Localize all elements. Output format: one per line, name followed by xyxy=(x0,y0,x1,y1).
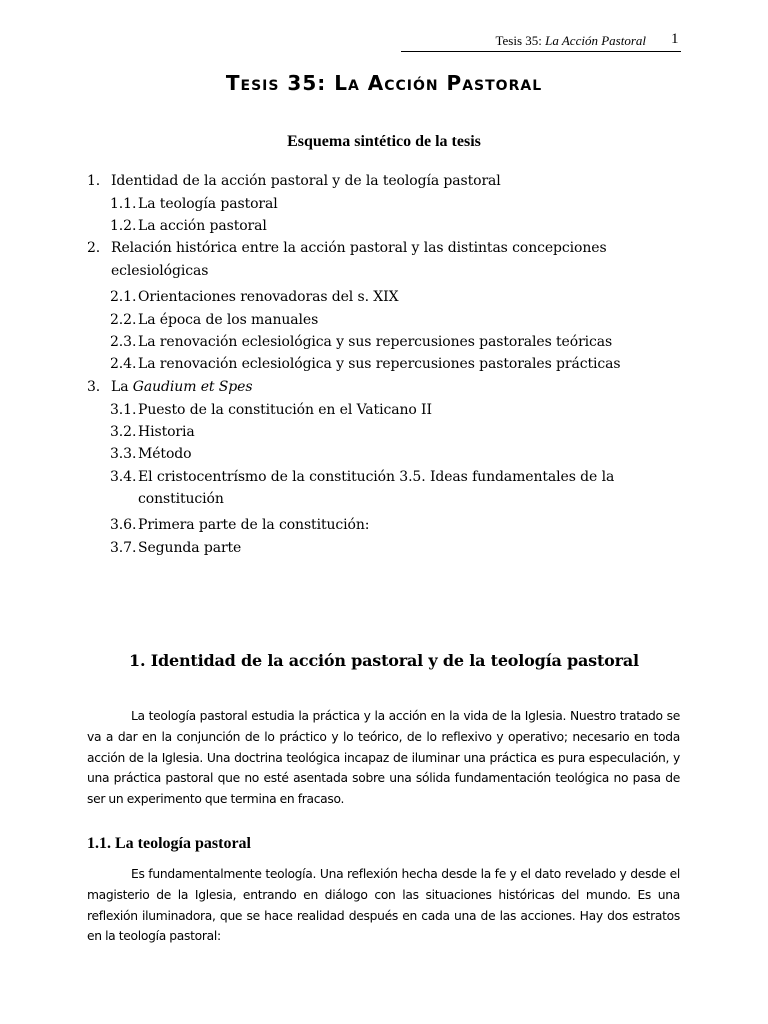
outline-item-number: 2.4. xyxy=(110,356,137,372)
outline-item-text: Primera parte de la constitución: xyxy=(138,517,370,533)
outline-item-text: Relación histórica entre la acción pastoral y las distintas concepciones xyxy=(111,240,607,256)
outline-item-text: La época de los manuales xyxy=(138,312,319,328)
outline-item xyxy=(110,402,432,418)
outline-item-text-italic: Gaudium et Spes xyxy=(132,379,253,395)
outline-item-text-prefix: La xyxy=(111,379,133,395)
outline-item-number: 2.2. xyxy=(110,312,137,328)
outline-item xyxy=(110,218,267,234)
outline-item-continuation: constitución xyxy=(138,491,224,507)
running-header xyxy=(400,33,646,49)
outline-item xyxy=(110,424,195,440)
outline-item-text: Historia xyxy=(138,424,195,440)
outline-item-number: 3.1. xyxy=(110,402,137,418)
outline-item-text: Segunda parte xyxy=(138,540,242,556)
outline-item-text: El cristocentrísmo de la constitución 3.5. Ideas fundamentales de la xyxy=(138,469,615,485)
subsection-heading: 1.1. La teología pastoral xyxy=(87,835,251,852)
outline-item xyxy=(87,173,501,189)
outline-item xyxy=(110,517,369,533)
outline-item xyxy=(110,446,191,462)
outline-item-number: 1.2. xyxy=(110,218,137,234)
outline-item xyxy=(110,469,614,485)
outline-item xyxy=(110,196,278,212)
body-paragraph: Es fundamentalmente teología. Una reflexión hecha desde la fe y el dato revelado y desde el magisterio de la Iglesia, entrando en diálogo con las situaciones históricas del mundo. Es una reflexión iluminadora, que se hace realidad después en cada una de las acciones. Hay dos estratos en la teología pastoral: xyxy=(87,867,680,944)
outline-item xyxy=(110,312,318,328)
section-heading: 1. Identidad de la acción pastoral y de la teología pastoral xyxy=(129,651,639,670)
outline-item-number: 3.7. xyxy=(110,540,137,556)
running-header-title: La Acción Pastoral xyxy=(545,33,646,48)
outline-item-number: 3.3. xyxy=(110,446,137,462)
outline-item xyxy=(87,379,252,395)
outline-item-text: La renovación eclesiológica y sus repercusiones pastorales prácticas xyxy=(138,356,621,372)
outline-item xyxy=(110,356,620,372)
outline-item-number: 3. xyxy=(87,379,101,395)
outline-item-text: Orientaciones renovadoras del s. XIX xyxy=(138,289,399,305)
header-rule xyxy=(401,51,681,52)
outline-item-number: 1. xyxy=(87,173,101,189)
outline-item-number: 3.2. xyxy=(110,424,137,440)
body-paragraph: La teología pastoral estudia la práctica y la acción en la vida de la Iglesia. Nuestro tratado se va a dar en la conjunción de lo práctico y lo teórico, de lo reflexivo y operativo; necesario en toda acción de la Iglesia. Una doctrina teológica incapaz de iluminar una práctica es pura especulación, y una práctica pastoral que no esté asentada sobre una sólida fundamentación teológica no pasa de ser un experimento que termina en fracaso. xyxy=(87,709,680,807)
page-number: 1 xyxy=(671,31,679,47)
outline-item-text: Identidad de la acción pastoral y de la teología pastoral xyxy=(111,173,501,189)
outline-item-text: Método xyxy=(138,446,192,462)
outline-item-number: 2.1. xyxy=(110,289,137,305)
outline-item-number: 2. xyxy=(87,240,101,256)
running-header-prefix: Tesis 35: xyxy=(495,33,546,48)
outline-item-number: 3.4. xyxy=(110,469,137,485)
outline-item-text: La renovación eclesiológica y sus repercusiones pastorales teóricas xyxy=(138,334,613,350)
document-title: Tesis 35: La Acción Pastoral xyxy=(225,71,543,95)
outline-item-text: Puesto de la constitución en el Vaticano II xyxy=(138,402,432,418)
outline-item-number: 3.6. xyxy=(110,517,137,533)
outline-subtitle: Esquema sintético de la tesis xyxy=(287,133,481,150)
outline-item xyxy=(87,240,607,256)
outline-item-text: La teología pastoral xyxy=(138,196,278,212)
outline-item xyxy=(110,289,398,305)
outline-item-number: 2.3. xyxy=(110,334,137,350)
outline-item-number: 1.1. xyxy=(110,196,137,212)
outline-item xyxy=(110,540,241,556)
outline-item-text: La acción pastoral xyxy=(138,218,267,234)
outline-item xyxy=(110,334,612,350)
outline-item-continuation: eclesiológicas xyxy=(111,263,209,279)
